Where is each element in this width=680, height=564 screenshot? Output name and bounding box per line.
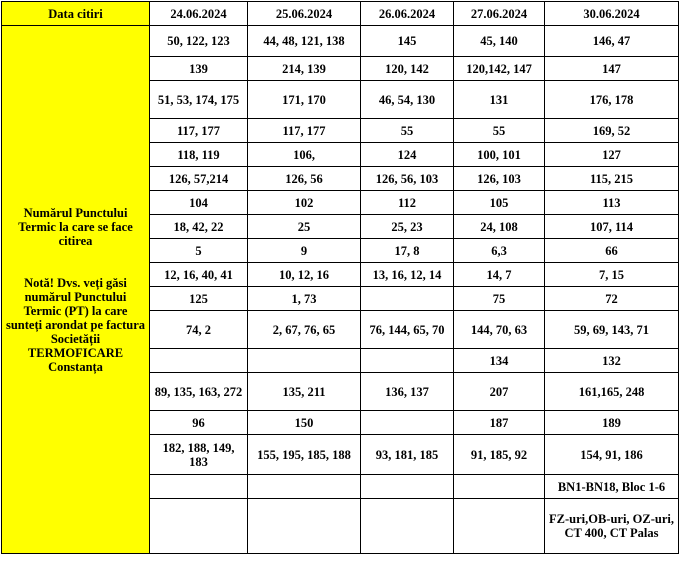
pt-cell: 10, 12, 16 [248,263,361,287]
side-info-cell [2,26,150,554]
pt-cell: 55 [454,119,545,143]
pt-cell: 1, 73 [248,287,361,311]
header-label: Data citiri [2,2,150,26]
pt-cell: 44, 48, 121, 138 [248,26,361,57]
pt-cell: 66 [545,239,679,263]
pt-cell: 102 [248,191,361,215]
pt-cell: 2, 67, 76, 65 [248,311,361,349]
date-header: 25.06.2024 [248,2,361,26]
pt-cell [248,475,361,499]
pt-cell: 126, 56, 103 [361,167,454,191]
pt-cell: 112 [361,191,454,215]
pt-cell: 75 [454,287,545,311]
pt-cell: 14, 7 [454,263,545,287]
date-header: 24.06.2024 [150,2,248,26]
pt-cell: 106, [248,143,361,167]
pt-cell: 136, 137 [361,373,454,411]
pt-cell: 171, 170 [248,81,361,119]
date-header: 30.06.2024 [545,2,679,26]
pt-cell: 135, 211 [248,373,361,411]
pt-cell: 18, 42, 22 [150,215,248,239]
pt-cell: 126, 56 [248,167,361,191]
pt-cell: 147 [545,57,679,81]
pt-cell: 50, 122, 123 [150,26,248,57]
pt-cell: FZ-uri,OB-uri, OZ-uri, CT 400, CT Palas [545,499,679,554]
date-header: 26.06.2024 [361,2,454,26]
header-row [2,2,679,26]
pt-cell: 207 [454,373,545,411]
pt-cell [361,475,454,499]
pt-cell: 59, 69, 143, 71 [545,311,679,349]
pt-cell: 131 [454,81,545,119]
pt-cell: 104 [150,191,248,215]
pt-cell: 115, 215 [545,167,679,191]
pt-cell: 25 [248,215,361,239]
date-header: 27.06.2024 [454,2,545,26]
pt-cell: 150 [248,411,361,435]
pt-cell [361,287,454,311]
pt-cell: 46, 54, 130 [361,81,454,119]
pt-cell: 25, 23 [361,215,454,239]
pt-cell: 187 [454,411,545,435]
pt-cell [361,411,454,435]
pt-cell: 134 [454,349,545,373]
pt-cell [361,349,454,373]
pt-cell: 17, 8 [361,239,454,263]
pt-cell: 118, 119 [150,143,248,167]
pt-cell: 117, 177 [150,119,248,143]
pt-cell: 12, 16, 40, 41 [150,263,248,287]
pt-cell: 105 [454,191,545,215]
pt-cell: BN1-BN18, Bloc 1-6 [545,475,679,499]
pt-cell: 13, 16, 12, 14 [361,263,454,287]
pt-cell: 7, 15 [545,263,679,287]
pt-cell: 120,142, 147 [454,57,545,81]
pt-cell: 107, 114 [545,215,679,239]
reading-schedule-table [1,1,679,554]
pt-cell: 176, 178 [545,81,679,119]
side-note: Notă! Dvs. veți găsi numărul Punctului Termic (PT) la care sunteți arondat pe factura Societății TERMOFICARE Constanța [5,275,145,374]
pt-cell: 89, 135, 163, 272 [150,373,248,411]
table-row [2,26,679,57]
pt-cell: 124 [361,143,454,167]
pt-cell: 45, 140 [454,26,545,57]
pt-cell: 139 [150,57,248,81]
pt-cell [150,499,248,554]
pt-cell: 55 [361,119,454,143]
pt-cell: 76, 144, 65, 70 [361,311,454,349]
pt-cell [150,475,248,499]
pt-cell: 93, 181, 185 [361,435,454,475]
pt-cell: 113 [545,191,679,215]
pt-cell [248,349,361,373]
pt-cell: 9 [248,239,361,263]
pt-cell: 24, 108 [454,215,545,239]
pt-cell: 132 [545,349,679,373]
pt-cell: 125 [150,287,248,311]
pt-cell: 127 [545,143,679,167]
pt-cell: 6,3 [454,239,545,263]
pt-cell: 182, 188, 149, 183 [150,435,248,475]
pt-cell [454,499,545,554]
pt-cell: 169, 52 [545,119,679,143]
pt-cell: 74, 2 [150,311,248,349]
pt-cell: 126, 103 [454,167,545,191]
pt-cell: 96 [150,411,248,435]
pt-cell: 189 [545,411,679,435]
pt-cell: 155, 195, 185, 188 [248,435,361,475]
pt-cell: 117, 177 [248,119,361,143]
pt-cell: 51, 53, 174, 175 [150,81,248,119]
side-title: Numărul Punctului Termic la care se face citirea [18,205,133,248]
pt-cell [454,475,545,499]
pt-cell: 91, 185, 92 [454,435,545,475]
pt-cell: 120, 142 [361,57,454,81]
pt-cell: 144, 70, 63 [454,311,545,349]
pt-cell: 5 [150,239,248,263]
pt-cell: 214, 139 [248,57,361,81]
pt-cell: 72 [545,287,679,311]
pt-cell: 161,165, 248 [545,373,679,411]
pt-cell [361,499,454,554]
pt-cell: 126, 57,214 [150,167,248,191]
pt-cell [248,499,361,554]
pt-cell [150,349,248,373]
pt-cell: 100, 101 [454,143,545,167]
pt-cell: 146, 47 [545,26,679,57]
pt-cell: 154, 91, 186 [545,435,679,475]
pt-cell: 145 [361,26,454,57]
